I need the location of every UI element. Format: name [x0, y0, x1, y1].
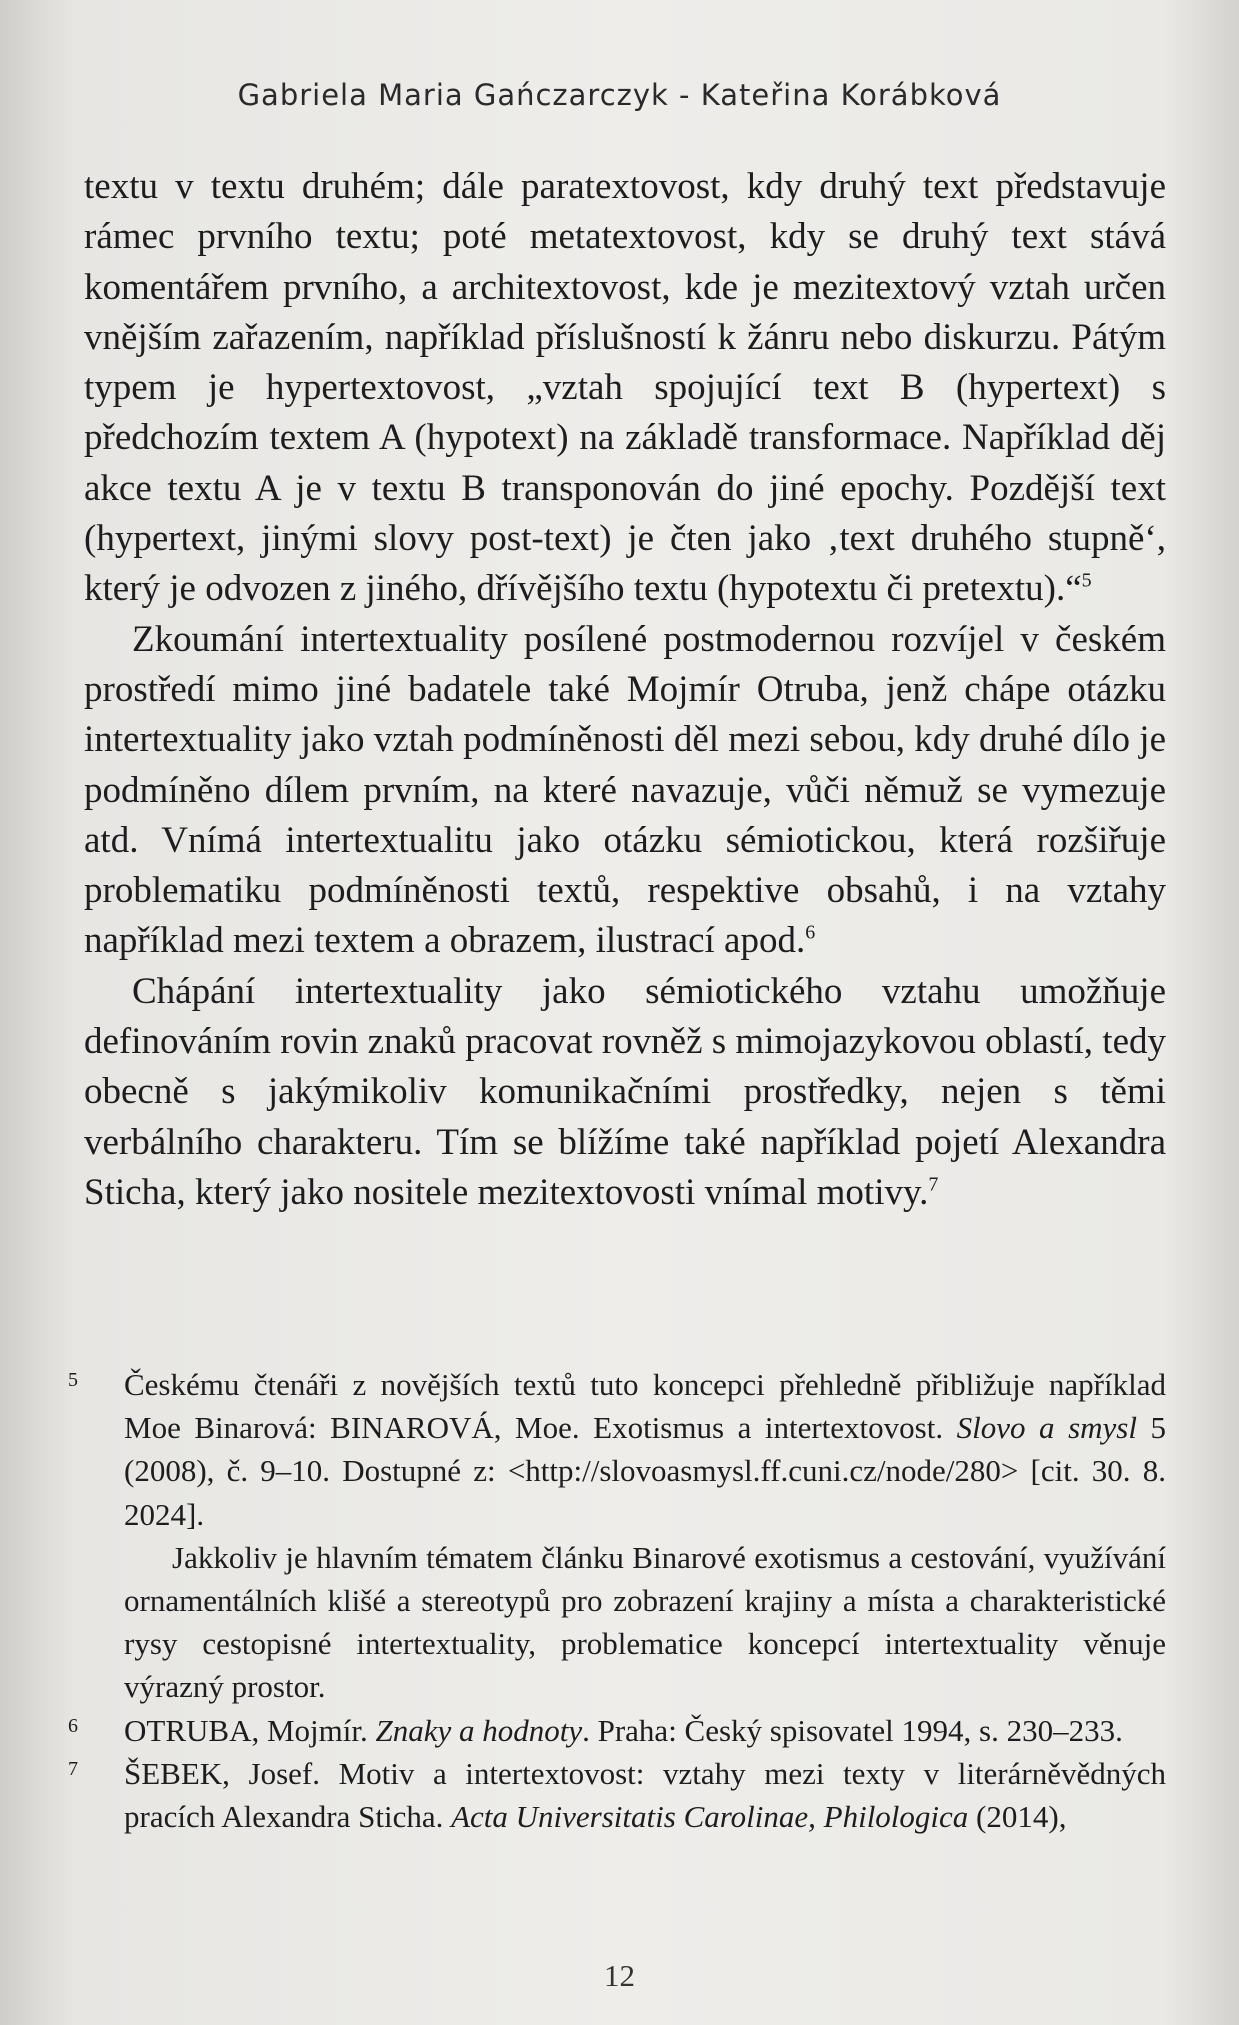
footnote-ref-6: 6 [805, 922, 816, 945]
footnote-number: 5 [68, 1369, 78, 1391]
footnote-7 [64, 1752, 1166, 1838]
footnote-5-paragraph-2: Jakkoliv je hlavním tématem článku Binarové exotismus a cestování, využívání ornamentálních klišé a stereotypů pro zobrazení krajiny a místa a charakteristické rysy cestopisné intertextuality, problematice koncepcí intertextuality věnuje výrazný prostor. [124, 1539, 1166, 1705]
footnote-5 [64, 1363, 1166, 1709]
footnote-ref-5: 5 [1081, 570, 1092, 593]
footnote-6-text-a: OTRUBA, Mojmír. [124, 1712, 376, 1748]
footnote-7-journal: Acta Universitatis Carolinae, Philologica [451, 1799, 969, 1835]
paragraph-2-text: Zkoumání intertextuality posílené postmodernou rozvíjel v českém prostředí mimo jiné badatele také Mojmír Otruba, jenž chápe otázku intertextuality jako vztah podmíněnosti děl mezi sebou, kdy druhé dílo je podmíněno dílem prvním, na které navazuje, vůči němuž se vymezuje atd. Vnímá intertextualitu jako otázku sémiotickou, která rozšiřuje problematiku podmíněnosti textů, respektive obsahů, i na vztahy například mezi textem a obrazem, ilustrací apod. [84, 618, 1166, 962]
body-text [84, 162, 1166, 1218]
footnotes [64, 1363, 1166, 1838]
footnote-5-text-a: Českému čtenáři z novějších textů tuto koncepci přehledně přibližuje například Moe Binarová: BINAROVÁ, Moe. Exotismus a intertextovost. [124, 1367, 1166, 1446]
footnote-5-journal: Slovo a smysl [956, 1410, 1137, 1446]
footnote-6-title: Znaky a hodnoty [375, 1712, 583, 1748]
footnote-5-text-b: 5 (2008), č. 9–10. Dostupné z: <http://slovoasmysl.ff.cuni.cz/node/280> [cit. 30. 8. 2024]. [124, 1410, 1167, 1532]
paragraph-3 [84, 967, 1166, 1218]
footnote-7-text-b: (2014), [968, 1799, 1067, 1835]
footnote-ref-7: 7 [928, 1173, 939, 1196]
footnote-number: 6 [68, 1714, 78, 1737]
paragraph-1 [84, 162, 1166, 615]
footnote-7-text-a: ŠEBEK, Josef. Motiv a intertextovost: vztahy mezi texty v literárněvědných pracích Alexandra Sticha. [124, 1755, 1166, 1835]
paragraph-2 [84, 615, 1166, 967]
footnote-6 [64, 1709, 1166, 1752]
paragraph-1-text: textu v textu druhém; dále paratextovost, kdy druhý text představuje rámec prvního textu; poté metatextovost, kdy se druhý text stává komentářem prvního, a architextovost, kde je mezitextový vztah určen vnějším zařazením, například příslušností k žánru nebo diskurzu. Pátým typem je hypertextovost, „vztah spojující text B (hypertext) s předchozím textem A (hypotext) na základě transformace. Například děj akce textu A je v textu B transponován do jiné epochy. Pozdější text (hypertext, jinými slovy post-text) je čten jako ‚text druhého stupně‘, který je odvozen z jiného, dřívějšího textu (hypotextu či pretextu).“ [84, 166, 1166, 610]
footnote-number: 7 [68, 1757, 78, 1780]
footnote-6-text-b: . Praha: Český spisovatel 1994, s. 230–233. [582, 1712, 1123, 1748]
paragraph-3-text: Chápání intertextuality jako sémiotického vztahu umožňuje definováním rovin znaků pracovat rovněž s mimojazykovou oblastí, tedy obecně s jakýmikoliv komunikačními prostředky, nejen s těmi verbálního charakteru. Tím se blížíme také například pojetí Alexandra Sticha, který jako nositele mezitextovosti vnímal motivy. [84, 970, 1166, 1213]
page-number: 12 [604, 1958, 635, 1993]
running-head: Gabriela Maria Gańczarczyk - Kateřina Korábková [237, 78, 1002, 112]
